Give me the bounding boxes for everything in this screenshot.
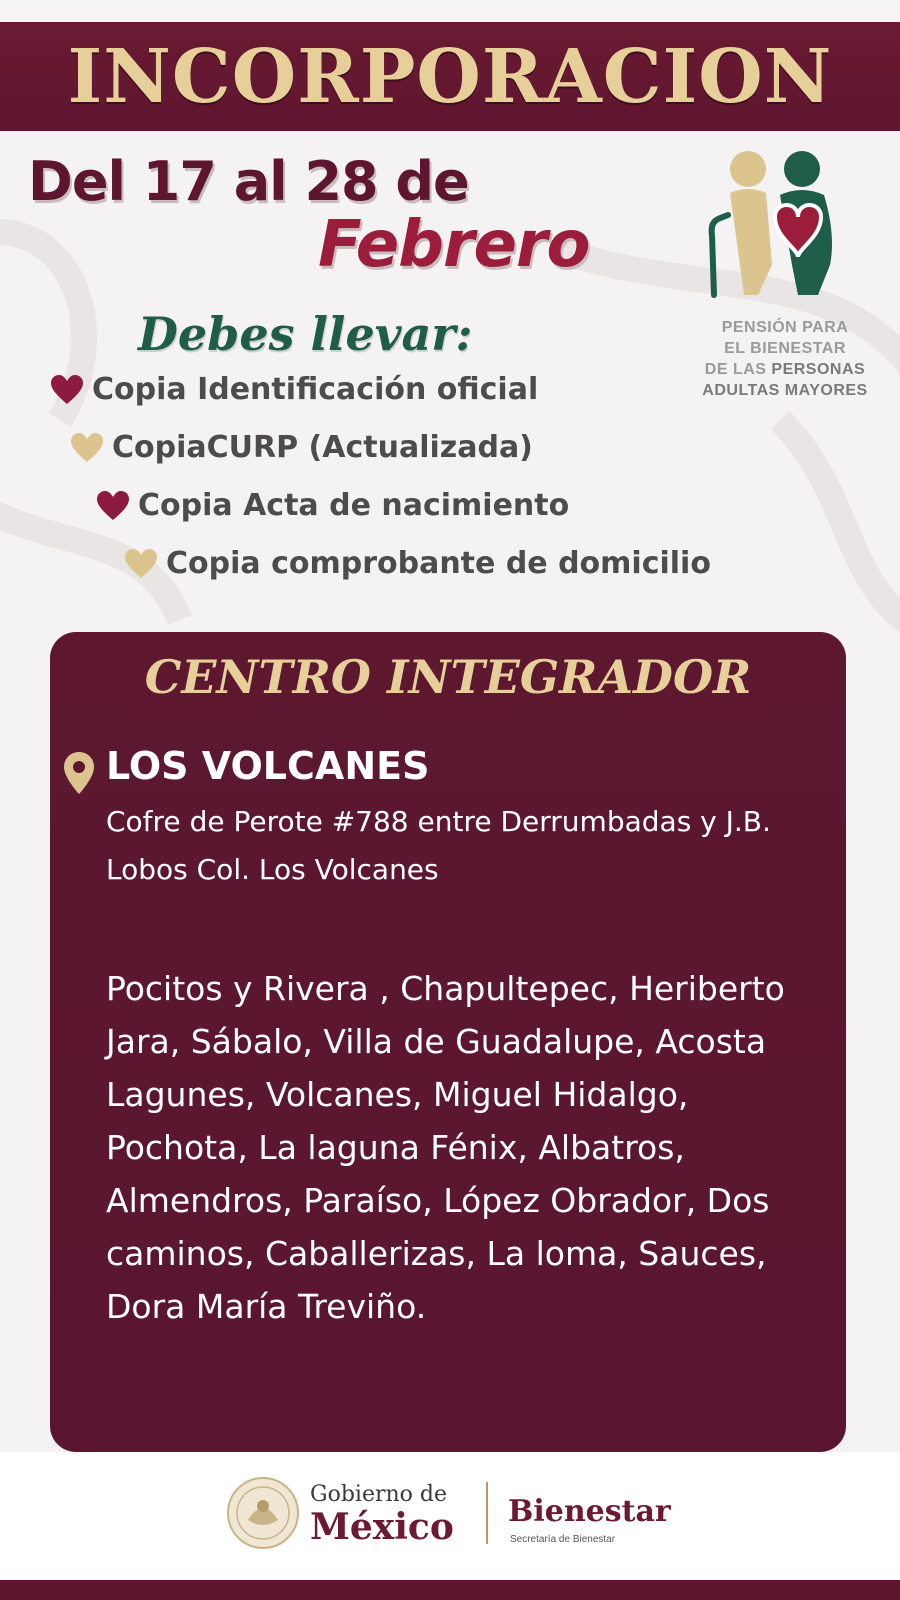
bienestar-subtitle: Secretaría de Bienestar: [510, 1534, 616, 1545]
heart-icon: [96, 491, 130, 521]
footer-divider: [486, 1482, 488, 1544]
requirement-item: [50, 372, 538, 407]
national-seal-icon: [226, 1476, 300, 1550]
top-strip: [0, 0, 900, 22]
panel-title: CENTRO INTEGRADOR: [144, 650, 752, 704]
colonias-list: Pocitos y Rivera , Chapultepec, Heriberto Jara, Sábalo, Villa de Guadalupe, Acosta Lagunes, Volcanes, Miguel Hidalgo, Pochota, La laguna Fénix, Albatros, Almendros, Paraíso, López Obrador, Dos caminos, Caballerizas, La loma, Sauces, Dora María Treviño.: [106, 969, 785, 1326]
mexico-label: México: [310, 1506, 454, 1548]
requirement-item: [70, 430, 533, 465]
heart-icon: [50, 375, 84, 405]
heart-icon: [124, 549, 158, 579]
requirement-item: [124, 546, 711, 581]
requirements-heading: Debes llevar:: [138, 307, 473, 361]
requirement-label: Copia Identificación oficial: [92, 372, 539, 407]
date-month: Febrero: [318, 208, 590, 282]
integration-center-panel: [50, 632, 846, 1452]
banner-title: INCORPORACION: [67, 33, 833, 120]
pension-program-logo: [690, 145, 880, 415]
requirement-item: [96, 488, 569, 523]
gobierno-label: Gobierno de: [310, 1482, 447, 1507]
pension-program-name: PENSIÓN PARA EL BIENESTAR DE LAS PERSONAS ADULTAS MAYORES: [702, 319, 868, 399]
heart-icon: [70, 433, 104, 463]
bottom-bar: [0, 1580, 900, 1600]
footer: [0, 1452, 900, 1580]
elderly-couple-icon: [700, 145, 870, 305]
requirement-label: Copia comprobante de domicilio: [166, 546, 711, 581]
header-banner: [0, 22, 900, 131]
requirement-label: CopiaCURP (Actualizada): [112, 430, 533, 465]
requirement-label: Copia Acta de nacimiento: [138, 488, 570, 523]
date-range-line: Del 17 al 28 de: [28, 150, 469, 213]
location-pin-icon: [64, 752, 94, 794]
center-address: Cofre de Perote #788 entre Derrumbadas y J.B. Lobos Col. Los Volcanes: [106, 805, 771, 886]
center-name: LOS VOLCANES: [106, 744, 430, 788]
bienestar-label: Bienestar: [508, 1494, 671, 1529]
